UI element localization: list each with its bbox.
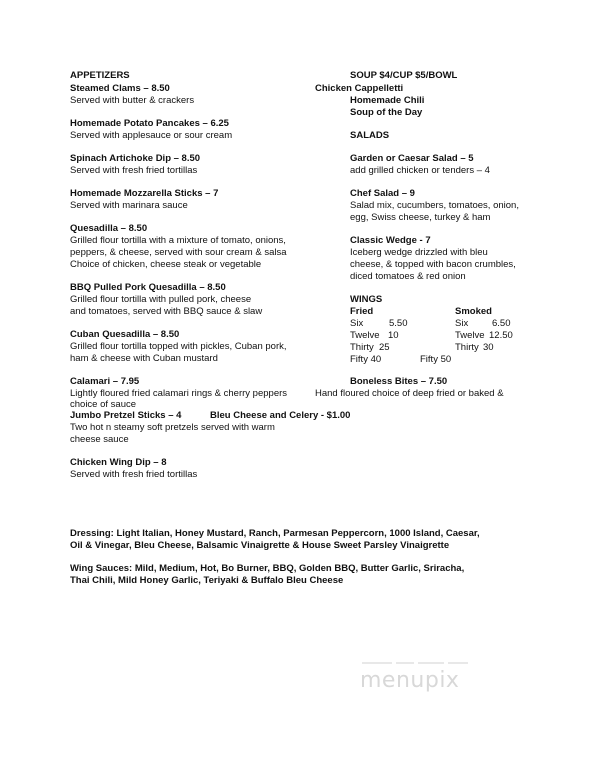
item-steamed-clams: Steamed Clams – 8.50	[70, 83, 170, 94]
item-desc: peppers, & cheese, served with sour cream & salsa	[70, 247, 287, 258]
wings-qty: Six	[350, 318, 364, 329]
salads-heading: SALADS	[350, 130, 390, 141]
wings-smoked-label: Smoked	[455, 306, 492, 317]
appetizers-heading: APPETIZERS	[70, 70, 130, 81]
item-desc: Served with fresh fried tortillas	[70, 469, 198, 480]
wings-fifty-smoked: Fifty 50	[420, 354, 452, 365]
wings-price: 5.50	[389, 318, 408, 329]
item-desc: add grilled chicken or tenders – 4	[350, 165, 490, 176]
item-chef-salad: Chef Salad – 9	[350, 188, 415, 199]
wings-heading: WINGS	[350, 294, 383, 305]
item-potato-pancakes: Homemade Potato Pancakes – 6.25	[70, 118, 229, 129]
soup-item: Soup of the Day	[350, 107, 423, 118]
item-desc: cheese, & topped with bacon crumbles,	[350, 259, 516, 270]
item-desc: Served with fresh fried tortillas	[70, 165, 198, 176]
wings-qty: Six	[455, 318, 469, 329]
item-desc: choice of sauce	[70, 399, 137, 410]
item-spinach-dip: Spinach Artichoke Dip – 8.50	[70, 153, 201, 164]
item-desc: cheese sauce	[70, 434, 129, 445]
item-bbq-quesadilla: BBQ Pulled Pork Quesadilla – 8.50	[70, 282, 226, 293]
item-desc: Served with butter & crackers	[70, 95, 195, 106]
item-desc: Salad mix, cucumbers, tomatoes, onion,	[350, 200, 519, 211]
item-pretzel-extra: Bleu Cheese and Celery - $1.00	[210, 410, 351, 421]
item-desc: Iceberg wedge drizzled with bleu	[350, 247, 488, 258]
wings-price: 10	[388, 330, 399, 341]
soup-item: Homemade Chili	[350, 95, 425, 106]
wings-fifty-fried: Fifty 40	[350, 354, 382, 365]
item-cuban-quesadilla: Cuban Quesadilla – 8.50	[70, 329, 180, 340]
item-desc: Choice of chicken, cheese steak or vegetable	[70, 259, 262, 270]
item-desc: and tomatoes, served with BBQ sauce & slaw	[70, 306, 263, 317]
item-desc: Grilled flour tortilla topped with pickles, Cuban pork,	[70, 341, 287, 352]
wings-qty: Twelve	[350, 330, 380, 341]
watermark-rule	[362, 658, 502, 666]
item-desc: Served with marinara sauce	[70, 200, 188, 211]
soup-item: Chicken Cappelletti	[315, 83, 404, 94]
item-desc: Two hot n steamy soft pretzels served with warm	[70, 422, 275, 433]
wings-price: 30	[483, 342, 494, 353]
item-desc: Hand floured choice of deep fried or baked &	[315, 388, 504, 399]
item-quesadilla: Quesadilla – 8.50	[70, 223, 148, 234]
wings-price: 12.50	[489, 330, 513, 341]
menupix-watermark-logo: menupix	[360, 668, 460, 693]
item-boneless-bites: Boneless Bites – 7.50	[350, 376, 448, 387]
item-desc: diced tomatoes & red onion	[350, 271, 466, 282]
dressing-line: Dressing: Light Italian, Honey Mustard, Ranch, Parmesan Peppercorn, 1000 Island, Caesar,	[70, 528, 480, 539]
item-desc: ham & cheese with Cuban mustard	[70, 353, 218, 364]
item-desc: Served with applesauce or sour cream	[70, 130, 233, 141]
wings-qty: Thirty	[455, 342, 479, 353]
wings-fried-label: Fried	[350, 306, 374, 317]
item-calamari: Calamari – 7.95	[70, 376, 140, 387]
item-mozzarella: Homemade Mozzarella Sticks – 7	[70, 188, 219, 199]
soup-heading: SOUP $4/CUP $5/BOWL	[350, 70, 458, 81]
wings-price: 6.50	[492, 318, 511, 329]
item-garden-salad: Garden or Caesar Salad – 5	[350, 153, 474, 164]
item-desc: Grilled flour tortilla with a mixture of tomato, onions,	[70, 235, 286, 246]
item-desc: Lightly floured fried calamari rings & cherry peppers	[70, 388, 288, 399]
wings-qty: Twelve	[455, 330, 485, 341]
wings-qty: Thirty	[350, 342, 374, 353]
item-classic-wedge: Classic Wedge - 7	[350, 235, 431, 246]
dressing-line: Oil & Vinegar, Bleu Cheese, Balsamic Vinaigrette & House Sweet Parsley Vinaigrette	[70, 540, 450, 551]
item-desc: Grilled flour tortilla with pulled pork, cheese	[70, 294, 252, 305]
wing-sauces-line: Wing Sauces: Mild, Medium, Hot, Bo Burner, BBQ, Golden BBQ, Butter Garlic, Sriracha,	[70, 563, 465, 574]
item-wing-dip: Chicken Wing Dip – 8	[70, 457, 167, 468]
wings-price: 25	[379, 342, 390, 353]
wing-sauces-line: Thai Chili, Mild Honey Garlic, Teriyaki & Buffalo Bleu Cheese	[70, 575, 344, 586]
item-desc: egg, Swiss cheese, turkey & ham	[350, 212, 491, 223]
item-pretzel: Jumbo Pretzel Sticks – 4	[70, 410, 182, 421]
